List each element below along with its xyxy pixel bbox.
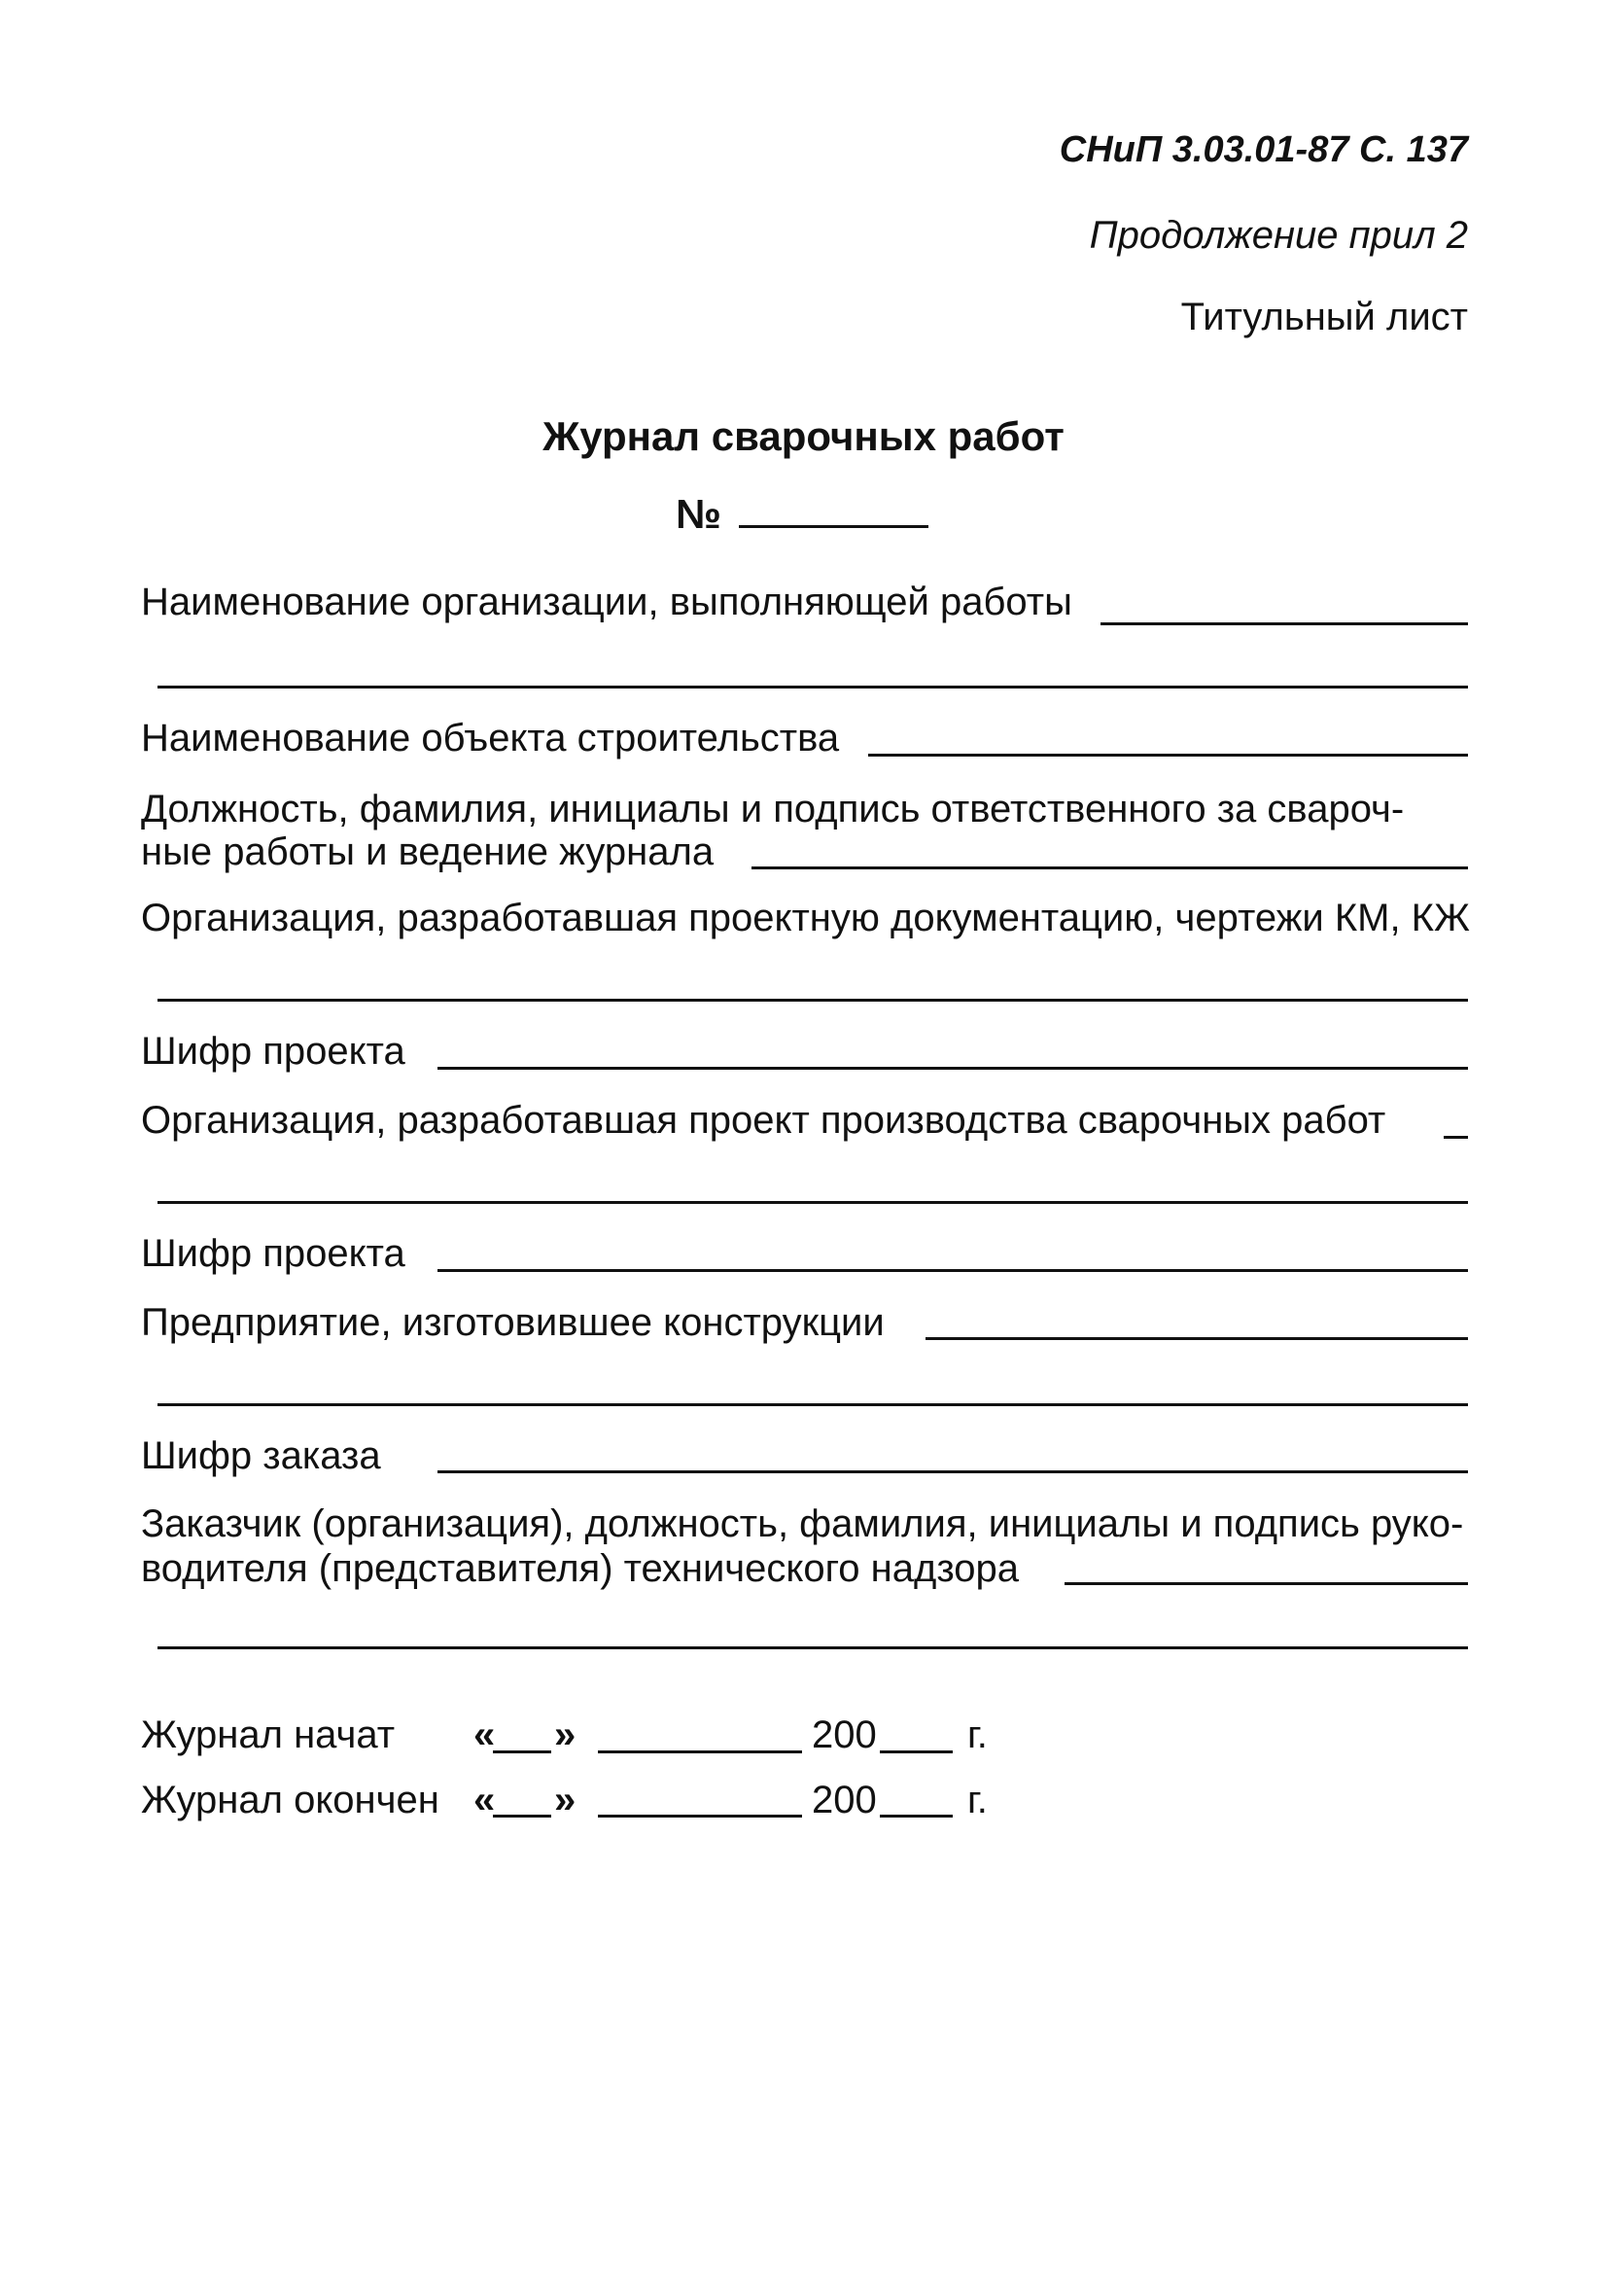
started-year-prefix: 200 [812, 1713, 877, 1756]
construction-object-label: Наименование объекта строительства [141, 717, 840, 759]
manufacturer-label: Предприятие, изготовившее конструкции [141, 1301, 885, 1344]
journal-number-field[interactable] [739, 525, 928, 528]
journal-number-label: № [676, 491, 721, 537]
appendix-continuation: Продолжение прил 2 [1089, 214, 1468, 257]
customer-label-line2: водителя (представителя) технического надзора [141, 1547, 1019, 1590]
finished-day-close-quote: » [554, 1779, 576, 1821]
started-month-field[interactable] [598, 1750, 802, 1753]
org-executing-label: Наименование организации, выполняющей работы [141, 581, 1072, 623]
started-year-field[interactable] [880, 1750, 953, 1753]
org-executing-field-continued[interactable] [157, 686, 1468, 689]
page-title: Журнал сварочных работ [542, 413, 1065, 459]
project-code-field[interactable] [437, 1067, 1468, 1070]
finished-year-field[interactable] [880, 1815, 953, 1818]
started-day-open-quote: « [473, 1713, 496, 1756]
project-code-2-label: Шифр проекта [141, 1232, 405, 1275]
ppr-org-field[interactable] [1444, 1136, 1468, 1139]
responsible-person-field[interactable] [751, 866, 1468, 869]
ppr-org-label: Организация, разработавшая проект производства сварочных работ [141, 1099, 1386, 1142]
design-org-field[interactable] [157, 999, 1468, 1002]
order-code-field[interactable] [437, 1470, 1468, 1473]
finished-day-field[interactable] [493, 1815, 551, 1818]
project-code-label: Шифр проекта [141, 1030, 405, 1073]
responsible-person-label-line2: ные работы и ведение журнала [141, 830, 715, 873]
journal-started-label: Журнал начат [141, 1713, 396, 1756]
started-day-close-quote: » [554, 1713, 576, 1756]
started-day-field[interactable] [493, 1750, 551, 1753]
design-org-label: Организация, разработавшая проектную документацию, чертежи КМ, КЖ [141, 897, 1470, 939]
org-executing-field[interactable] [1100, 622, 1468, 625]
started-year-suffix: г. [967, 1713, 988, 1756]
construction-object-field[interactable] [868, 754, 1468, 757]
finished-year-prefix: 200 [812, 1779, 877, 1821]
order-code-label: Шифр заказа [141, 1434, 381, 1477]
customer-label-line1: Заказчик (организация), должность, фамилия, инициалы и подпись руко- [141, 1502, 1464, 1545]
sheet-type: Титульный лист [1180, 296, 1468, 338]
responsible-person-label-line1: Должность, фамилия, инициалы и подпись ответственного за свароч- [141, 788, 1405, 830]
manufacturer-field-continued[interactable] [157, 1403, 1468, 1406]
manufacturer-field[interactable] [926, 1337, 1468, 1340]
finished-day-open-quote: « [473, 1779, 496, 1821]
project-code-2-field[interactable] [437, 1269, 1468, 1272]
standard-reference: СНиП 3.03.01-87 С. 137 [1059, 129, 1468, 170]
customer-field[interactable] [1065, 1582, 1468, 1585]
customer-field-continued[interactable] [157, 1646, 1468, 1649]
journal-finished-label: Журнал окончен [141, 1779, 439, 1821]
finished-year-suffix: г. [967, 1779, 988, 1821]
ppr-org-field-continued[interactable] [157, 1201, 1468, 1204]
finished-month-field[interactable] [598, 1815, 802, 1818]
